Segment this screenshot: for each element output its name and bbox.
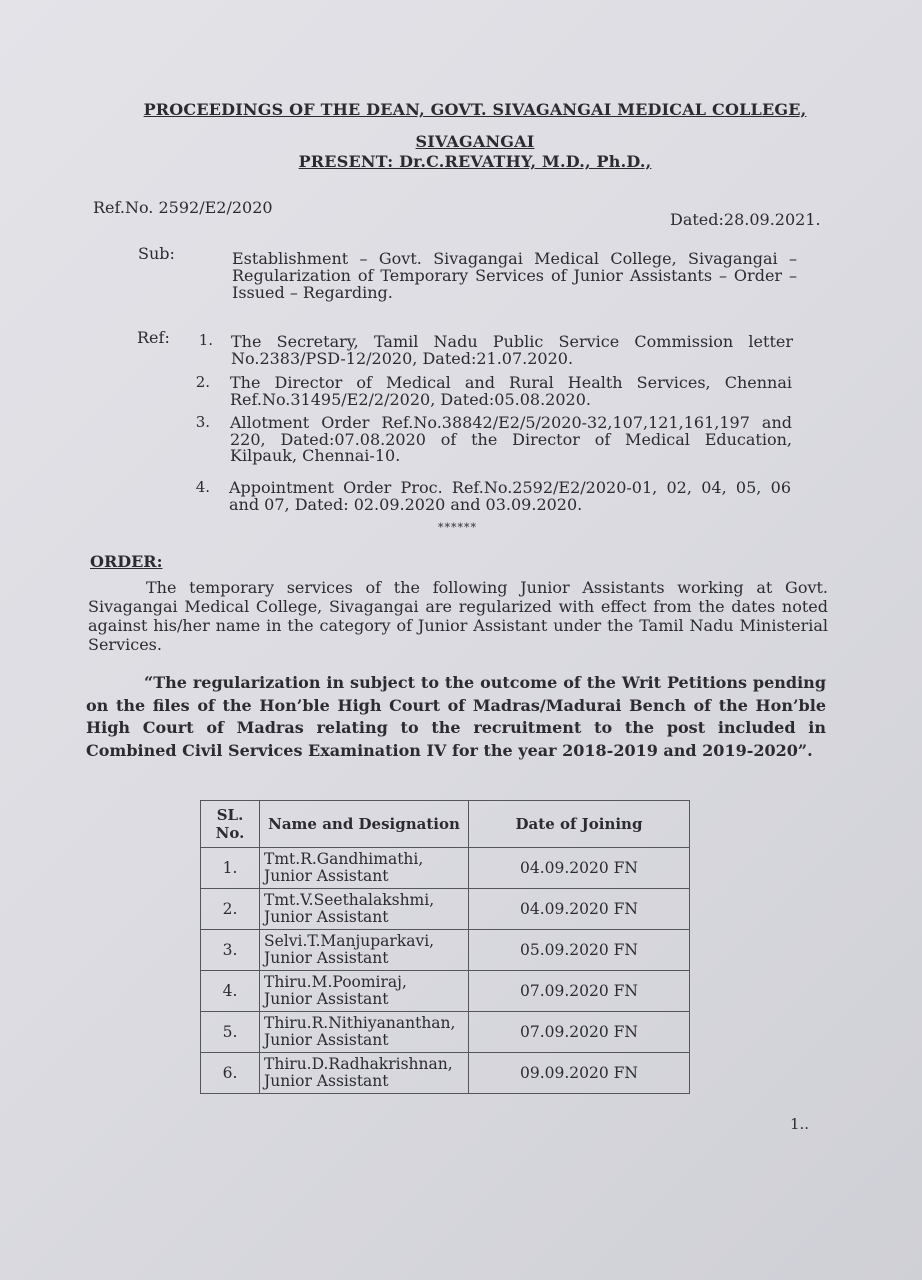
- cell-date: 07.09.2020 FN: [469, 971, 690, 1012]
- table-row: [201, 930, 690, 971]
- reference-item-number: 3.: [195, 413, 210, 431]
- reference-item-number: 2.: [195, 373, 210, 391]
- cell-name: [260, 1012, 469, 1053]
- order-condition-paragraph: “The regularization in subject to the outcome of the Writ Petitions pending on the files of the Hon’ble High Court of Madras/Madurai Bench of the Hon’ble High Court of Madras relating to the recruitment to the post included in Combined Civil Services Examination IV for the year 2018-2019 and 2019-2020”.: [86, 673, 826, 760]
- reference-item-number: 4.: [195, 478, 210, 496]
- employee-designation: Junior Assistant: [264, 949, 389, 967]
- header-sl-line2: No.: [215, 824, 245, 842]
- reference-item-text: The Secretary, Tamil Nadu Public Service Commission letter No.2383/PSD-12/2020, Dated:21.07.2020.: [231, 332, 793, 368]
- employee-designation: Junior Assistant: [264, 1072, 389, 1090]
- cell-sl: 1.: [201, 848, 260, 889]
- page-number: 1..: [790, 1115, 810, 1133]
- table-row: [201, 1053, 690, 1094]
- header-name: Name and Designation: [260, 801, 469, 848]
- cell-date: 04.09.2020 FN: [469, 848, 690, 889]
- separator-stars: ******: [438, 521, 477, 534]
- cell-name: [260, 930, 469, 971]
- cell-name: [260, 1053, 469, 1094]
- employee-name: Tmt.R.Gandhimathi,: [264, 850, 424, 868]
- header-present-line: PRESENT: Dr.C.REVATHY, M.D., Ph.D.,: [298, 152, 652, 171]
- order-heading: ORDER:: [90, 552, 163, 571]
- cell-sl: 4.: [201, 971, 260, 1012]
- header-date: Date of Joining: [469, 801, 690, 848]
- cell-date: 05.09.2020 FN: [469, 930, 690, 971]
- cell-name: [260, 971, 469, 1012]
- employee-name: Thiru.R.Nithiyananthan,: [264, 1014, 456, 1032]
- employee-name: Tmt.V.Seethalakshmi,: [264, 891, 435, 909]
- cell-date: 04.09.2020 FN: [469, 889, 690, 930]
- employee-designation: Junior Assistant: [264, 867, 389, 885]
- cell-date: 07.09.2020 FN: [469, 1012, 690, 1053]
- table-row: [201, 889, 690, 930]
- table-row: [201, 971, 690, 1012]
- order-paragraph: The temporary services of the following Junior Assistants working at Govt. Sivagangai Medical College, Sivagangai are regularized with effect from the dates noted against his/her name in the category of Junior Assistant under the Tamil Nadu Ministerial Services.: [88, 578, 828, 654]
- employee-name: Selvi.T.Manjuparkavi,: [264, 932, 435, 950]
- cell-sl: 3.: [201, 930, 260, 971]
- reference-item-number: 1.: [198, 331, 213, 349]
- junior-assistants-table: [200, 800, 690, 1094]
- reference-item-text: Allotment Order Ref.No.38842/E2/5/2020-32,107,121,161,197 and 220, Dated:07.08.2020 of the Director of Medical Education, Kilpauk, Chennai-10.: [230, 413, 792, 465]
- cell-sl: 6.: [201, 1053, 260, 1094]
- subject-label: Sub:: [138, 244, 175, 263]
- reference-label: Ref:: [137, 328, 170, 347]
- table-row: [201, 848, 690, 889]
- employee-designation: Junior Assistant: [264, 990, 389, 1008]
- employee-designation: Junior Assistant: [264, 908, 389, 926]
- subject-text: Establishment – Govt. Sivagangai Medical College, Sivagangai – Regularization of Temporary Services of Junior Assistants – Order – Issued – Regarding.: [232, 249, 797, 302]
- document-date: Dated:28.09.2021.: [670, 210, 821, 229]
- cell-name: [260, 848, 469, 889]
- header-title-line2: SIVAGANGAI: [415, 132, 535, 151]
- cell-name: [260, 889, 469, 930]
- table-row: [201, 1012, 690, 1053]
- reference-item-text: Appointment Order Proc. Ref.No.2592/E2/2020-01, 02, 04, 05, 06 and 07, Dated: 02.09.2020 and 03.09.2020.: [229, 478, 791, 514]
- employee-name: Thiru.D.Radhakrishnan,: [264, 1055, 453, 1073]
- employee-name: Thiru.M.Poomiraj,: [264, 973, 407, 991]
- employee-designation: Junior Assistant: [264, 1031, 389, 1049]
- cell-sl: 5.: [201, 1012, 260, 1053]
- cell-date: 09.09.2020 FN: [469, 1053, 690, 1094]
- table-header-row: [201, 801, 690, 848]
- header-title-line1: PROCEEDINGS OF THE DEAN, GOVT. SIVAGANGAI MEDICAL COLLEGE,: [143, 100, 807, 119]
- header-sl-no: [201, 801, 260, 848]
- reference-item-text: The Director of Medical and Rural Health Services, Chennai Ref.No.31495/E2/2/2020, Dated:05.08.2020.: [230, 373, 792, 409]
- cell-sl: 2.: [201, 889, 260, 930]
- header-sl-line1: SL.: [216, 806, 244, 824]
- reference-number: Ref.No. 2592/E2/2020: [93, 198, 273, 217]
